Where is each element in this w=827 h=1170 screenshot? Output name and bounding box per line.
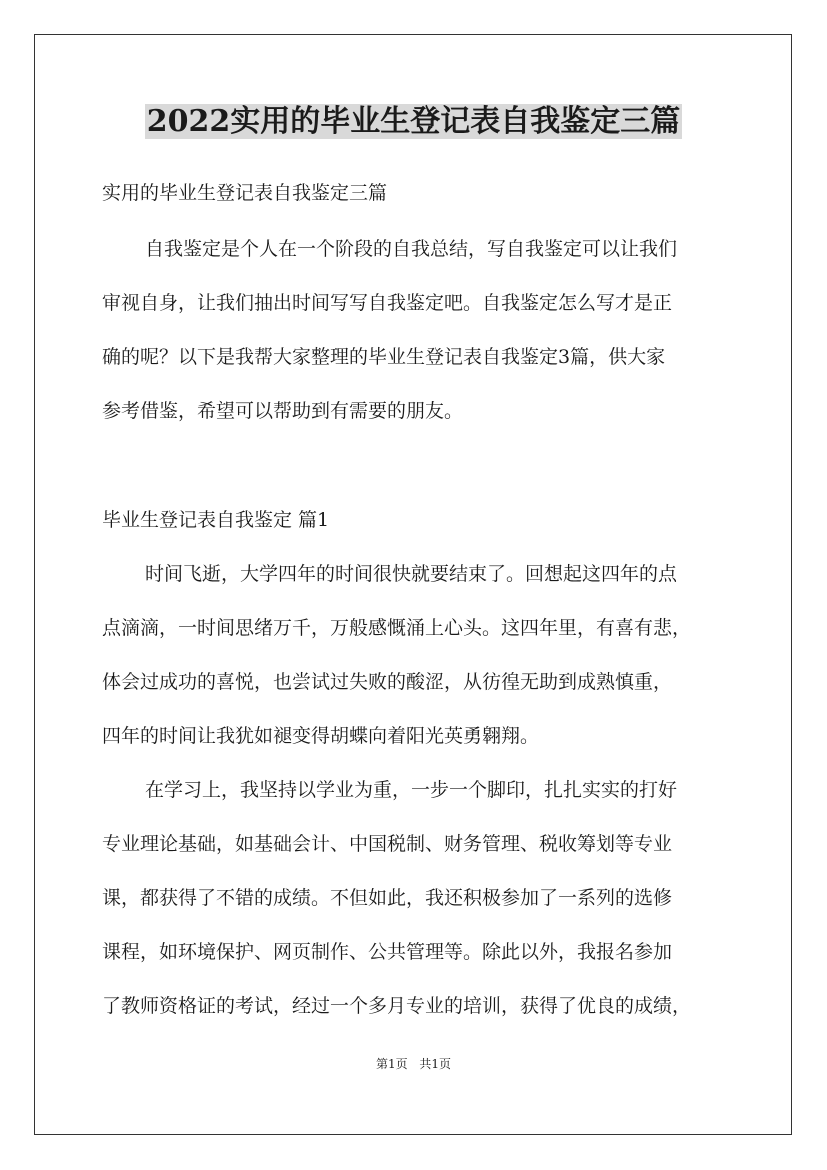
document-subtitle: 实用的毕业生登记表自我鉴定三篇 xyxy=(102,182,388,204)
document-title-text: 2022实用的毕业生登记表自我鉴定三篇 xyxy=(146,104,681,139)
intro-line: 确的呢？以下是我帮大家整理的毕业生登记表自我鉴定3篇，供大家 xyxy=(102,346,666,368)
paragraph-line: 课程，如环境保护、网页制作、公共管理等。除此以外，我报名参加 xyxy=(102,941,673,963)
paragraph-line: 了教师资格证的考试，经过一个多月专业的培训，获得了优良的成绩， xyxy=(102,995,692,1017)
document-title xyxy=(0,102,827,142)
intro-line: 审视自身，让我们抽出时间写写自我鉴定吧。自我鉴定怎么写才是正 xyxy=(102,292,673,314)
paragraph-line: 体会过成功的喜悦，也尝试过失败的酸涩，从彷徨无助到成熟慎重， xyxy=(102,671,673,693)
page-footer xyxy=(0,1056,827,1072)
paragraph-line: 四年的时间让我犹如褪变得胡蝶向着阳光英勇翱翔。 xyxy=(102,725,540,747)
page-number: 第1页 xyxy=(375,1057,408,1071)
paragraph-line: 时间飞逝，大学四年的时间很快就要结束了。回想起这四年的点 xyxy=(145,563,678,585)
section-heading: 毕业生登记表自我鉴定 篇1 xyxy=(102,509,330,531)
paragraph-line: 课，都获得了不错的成绩。不但如此，我还积极参加了一系列的选修 xyxy=(102,887,673,909)
paragraph-line: 点滴滴，一时间思绪万千，万般感慨涌上心头。这四年里，有喜有悲， xyxy=(102,617,692,639)
paragraph-line: 专业理论基础，如基础会计、中国税制、财务管理、税收筹划等专业 xyxy=(102,833,673,855)
intro-line: 自我鉴定是个人在一个阶段的自我总结，写自我鉴定可以让我们 xyxy=(145,238,678,260)
paragraph-line: 在学习上，我坚持以学业为重，一步一个脚印，扎扎实实的打好 xyxy=(145,779,678,801)
page-total: 共1页 xyxy=(419,1057,452,1071)
intro-line: 参考借鉴，希望可以帮助到有需要的朋友。 xyxy=(102,400,464,422)
